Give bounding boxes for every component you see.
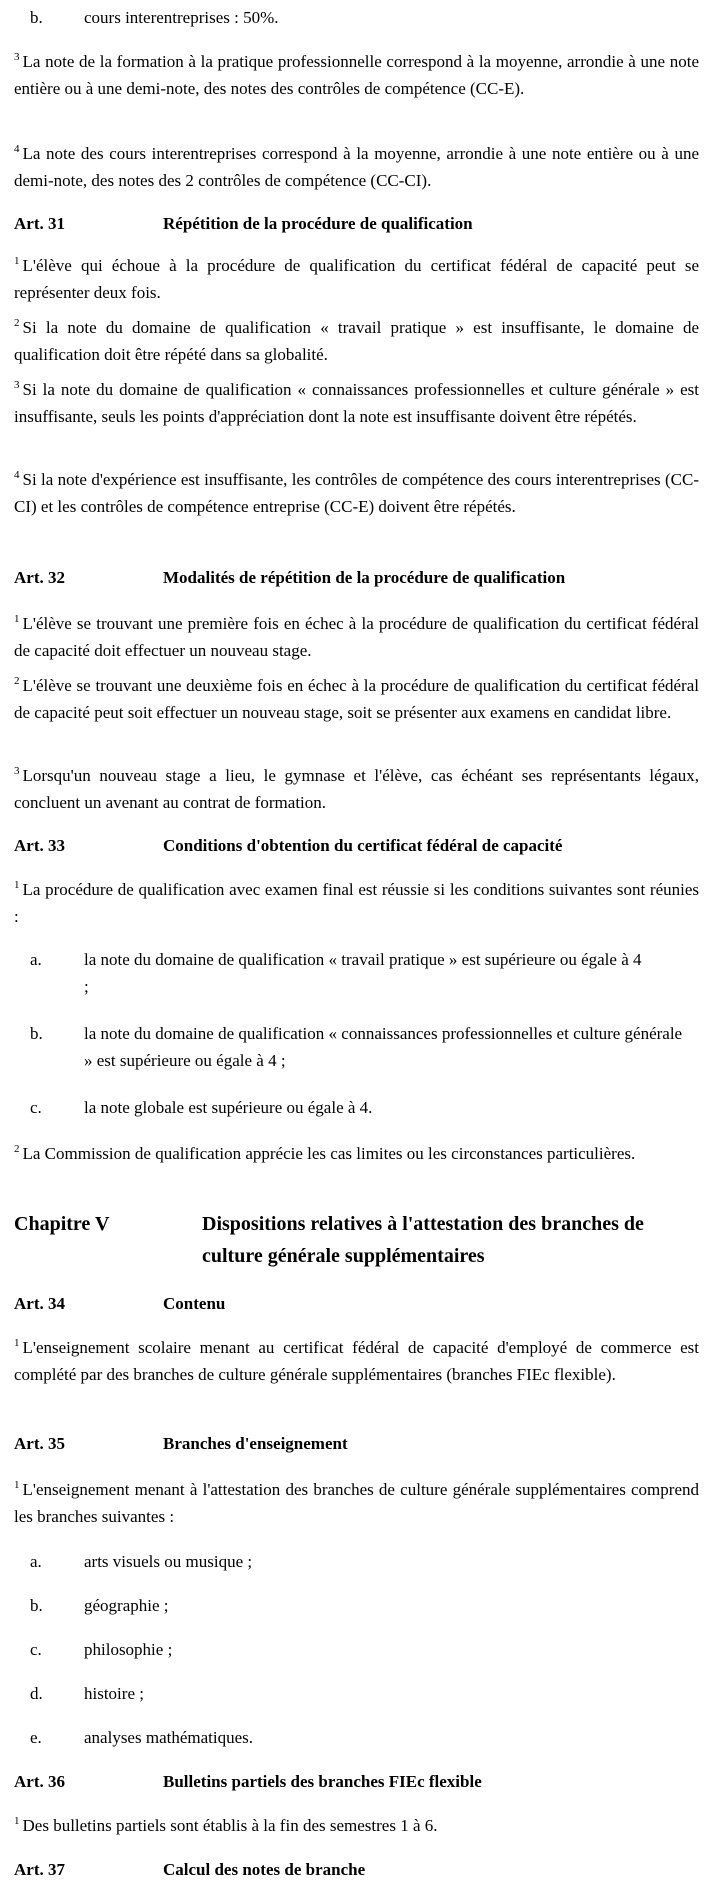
list-item-label: b. (30, 1596, 43, 1615)
list-item-text: philosophie ; (84, 1640, 173, 1659)
paragraph-number: 1 (14, 1815, 20, 1828)
paragraph-text: La note de la formation à la pratique professionnelle correspond à la moyenne, arrondie à une note entière ou à une demi-note, des notes des contrôles de compétence (CC-E). (14, 52, 699, 98)
paragraph (14, 48, 699, 102)
article-number: Art. 32 (14, 568, 65, 587)
list-item-text: la note du domaine de qualification « connaissances professionnelles et culture générale » est supérieure ou égale à 4 ; (84, 1024, 683, 1070)
paragraph (14, 610, 699, 664)
article-title: Modalités de répétition de la procédure de qualification (163, 568, 566, 587)
paragraph-number: 1 (14, 879, 20, 892)
list-item-label: b. (30, 1024, 43, 1043)
article-number: Art. 31 (14, 214, 65, 233)
paragraph-text: La procédure de qualification avec examen final est réussie si les conditions suivantes sont réunies : (14, 880, 699, 926)
paragraph-text: L'élève qui échoue à la procédure de qualification du certificat fédéral de capacité peut se représenter deux fois. (14, 256, 699, 302)
paragraph-number: 2 (14, 1143, 20, 1156)
paragraph-number: 1 (14, 613, 20, 626)
list-item-label: a. (30, 950, 42, 969)
paragraph-number: 4 (14, 143, 20, 156)
paragraph-text: L'élève se trouvant une deuxième fois en échec à la procédure de qualification du certificat fédéral de capacité peut soit effectuer un nouveau stage, soit se présenter aux examens en candidat libre. (14, 676, 699, 722)
paragraph-number: 4 (14, 469, 20, 482)
list-item-text: arts visuels ou musique ; (84, 1552, 253, 1571)
list-item-text: analyses mathématiques. (84, 1728, 254, 1747)
paragraph-text: Des bulletins partiels sont établis à la fin des semestres 1 à 6. (22, 1816, 438, 1835)
paragraph-text: Si la note du domaine de qualification « connaissances professionnelles et culture générale » est insuffisante, seuls les points d'appréciation dont la note est insuffisante doivent être répétés. (14, 380, 699, 426)
paragraph-number: 3 (14, 765, 20, 778)
paragraph-number: 2 (14, 675, 20, 688)
paragraph (14, 762, 699, 816)
list-item-label: a. (30, 1552, 42, 1571)
article-number: Art. 34 (14, 1294, 65, 1313)
article-title: Conditions d'obtention du certificat fédéral de capacité (163, 836, 563, 855)
paragraph-number: 1 (14, 1337, 20, 1350)
article-number: Art. 36 (14, 1772, 65, 1791)
article-number: Art. 33 (14, 836, 65, 855)
article-title: Contenu (163, 1294, 226, 1313)
paragraph-text: La Commission de qualification apprécie les cas limites ou les circonstances particulières. (22, 1144, 636, 1163)
paragraph (14, 1812, 699, 1839)
paragraph (14, 1140, 699, 1167)
paragraph (14, 672, 699, 726)
paragraph-number: 1 (14, 255, 20, 268)
paragraph-text: La note des cours interentreprises correspond à la moyenne, arrondie à une note entière ou à une demi-note, des notes des 2 contrôles de compétence (CC-CI). (14, 144, 699, 190)
paragraph (14, 876, 699, 930)
paragraph-text: Si la note d'expérience est insuffisante, les contrôles de compétence des cours interentreprises (CC-CI) et les contrôles de compétence entreprise (CC-E) doivent être répétés. (14, 470, 699, 516)
paragraph-text: L'enseignement menant à l'attestation des branches de culture générale supplémentaires comprend les branches suivantes : (14, 1480, 699, 1526)
article-title: Branches d'enseignement (163, 1434, 348, 1453)
list-item-text: la note globale est supérieure ou égale à 4. (84, 1098, 373, 1117)
paragraph-number: 2 (14, 317, 20, 330)
article-title: Calcul des notes de branche (163, 1860, 366, 1879)
list-item-text: géographie ; (84, 1596, 169, 1615)
paragraph (14, 140, 699, 194)
paragraph-number: 1 (14, 1479, 20, 1492)
list-item-text: la note du domaine de qualification « travail pratique » est supérieure ou égale à 4 ; (84, 950, 642, 996)
paragraph-number: 3 (14, 51, 20, 64)
paragraph (14, 466, 699, 520)
list-item-label: e. (30, 1728, 42, 1747)
article-number: Art. 37 (14, 1860, 65, 1879)
chapter-title: Dispositions relatives à l'attestation des branches de culture générale supplémentaires (202, 1213, 644, 1267)
list-item-label: d. (30, 1684, 43, 1703)
article-title: Bulletins partiels des branches FIEc flexible (163, 1772, 482, 1791)
article-number: Art. 35 (14, 1434, 65, 1453)
paragraph (14, 1476, 699, 1530)
paragraph (14, 252, 699, 306)
list-item-label: b. (30, 8, 43, 27)
list-item-text: cours interentreprises : 50%. (84, 8, 279, 27)
list-item-text: histoire ; (84, 1684, 144, 1703)
paragraph (14, 376, 699, 430)
list-item-label: c. (30, 1098, 42, 1117)
paragraph-text: Lorsqu'un nouveau stage a lieu, le gymnase et l'élève, cas échéant ses représentants légaux, concluent un avenant au contrat de formation. (14, 766, 699, 812)
paragraph (14, 1334, 699, 1388)
paragraph-text: L'élève se trouvant une première fois en échec à la procédure de qualification du certificat fédéral de capacité doit effectuer un nouveau stage. (14, 614, 699, 660)
list-item-label: c. (30, 1640, 42, 1659)
article-title: Répétition de la procédure de qualification (163, 214, 473, 233)
paragraph-text: L'enseignement scolaire menant au certificat fédéral de capacité d'employé de commerce est complété par des branches de culture générale supplémentaires (branches FIEc flexible). (14, 1338, 699, 1384)
paragraph-text: Si la note du domaine de qualification « travail pratique » est insuffisante, le domaine de qualification doit être répété dans sa globalité. (14, 318, 699, 364)
paragraph (14, 314, 699, 368)
chapter-number: Chapitre V (14, 1213, 110, 1235)
paragraph-number: 3 (14, 379, 20, 392)
